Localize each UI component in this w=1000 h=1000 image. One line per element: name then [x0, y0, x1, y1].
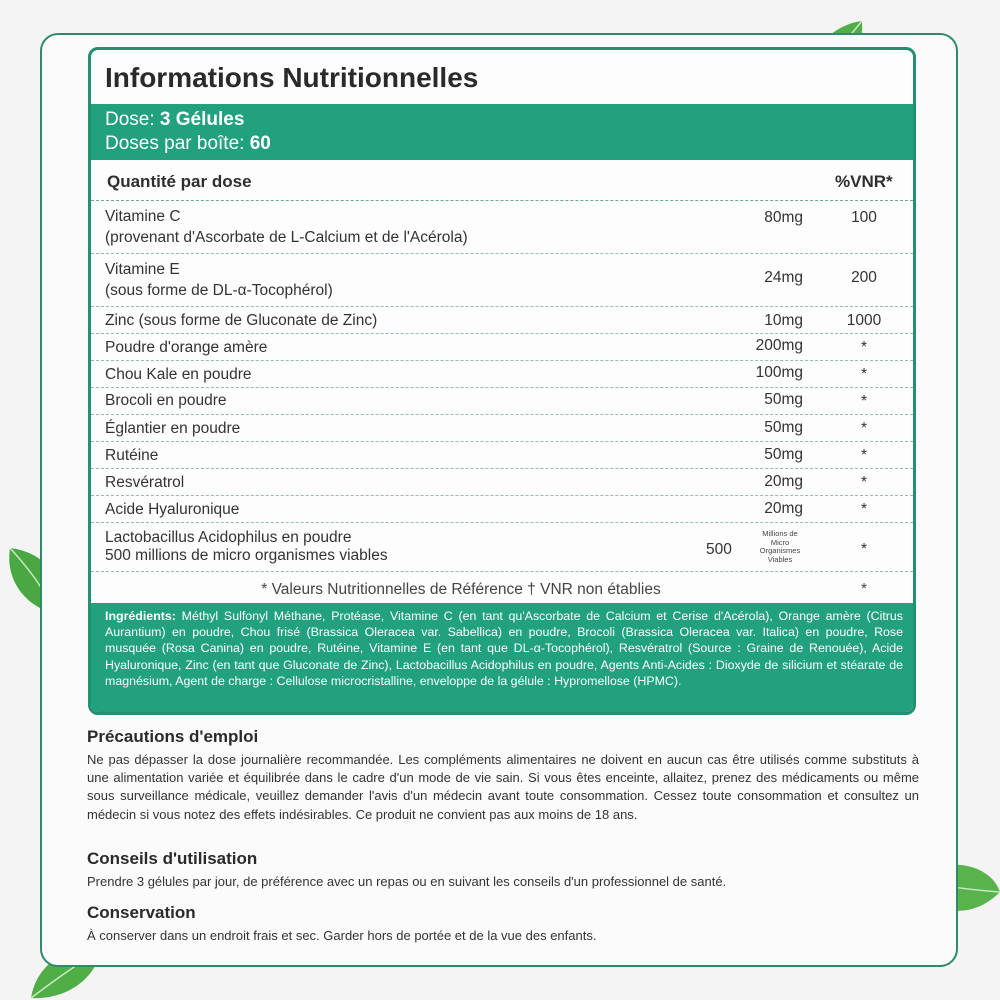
nutrient-source: 500 millions de micro organismes viables — [105, 547, 388, 564]
nutrient-vnr: * — [860, 541, 868, 558]
ingredients-box — [91, 603, 913, 712]
nutrient-amount: 10mg — [764, 312, 803, 329]
usage-text: Prendre 3 gélules par jour, de préférence avec un repas ou en suivant les conseils d'un professionnel de santé. — [87, 874, 727, 889]
unit-line: Millions de — [762, 529, 798, 538]
nutrient-amount: 50mg — [764, 419, 803, 436]
nutrient-vnr: 200 — [851, 269, 877, 286]
footnote-mark: * — [860, 581, 868, 598]
nutrient-source: (provenant d'Ascorbate de L-Calcium et de l'Acérola) — [105, 229, 468, 246]
nutrient-vnr: * — [860, 393, 868, 410]
storage-text: À conserver dans un endroit frais et sec. Garder hors de portée et de la vue des enfants. — [87, 928, 597, 943]
precautions-section — [87, 727, 919, 824]
nutrient-name: Resvératrol — [105, 474, 185, 491]
nutrient-name: Zinc (sous forme de Gluconate de Zinc) — [105, 312, 378, 329]
table-row — [91, 415, 913, 442]
nutrient-amount: 24mg — [764, 269, 803, 286]
table-row — [91, 469, 913, 496]
column-header-quantity: Quantité par dose — [107, 172, 252, 191]
dose-band — [91, 104, 913, 160]
ingredients-label: Ingrédients: — [105, 609, 176, 623]
table-row — [91, 388, 913, 415]
nutrient-name: Chou Kale en poudre — [105, 366, 252, 383]
doses-per-box-line — [105, 132, 913, 156]
usage-section — [87, 849, 919, 891]
nutrient-vnr: * — [860, 474, 868, 491]
nutrient-vnr: * — [860, 339, 868, 356]
nutrient-vnr: 100 — [851, 209, 877, 226]
table-row — [91, 334, 913, 361]
doses-per-box-label: Doses par boîte: — [105, 133, 245, 154]
nutrient-name: Vitamine C — [105, 208, 181, 225]
precautions-text: Ne pas dépasser la dose journalière recommandée. Les compléments alimentaires ne doivent en aucun cas être utilisés comme substituts à une alimentation variée et équilibrée dans le cadre d'un mode de vie sain. Si vous êtes enceinte, allaitez, prenez des médicaments ou même sous surveillance médicale, veuillez demander l'avis d'un médecin avant toute consommation. Cessez toute consommation et consultez un médecin si vous notez des effets indésirables. Ce produit ne convient pas aux moins de 18 ans. — [87, 752, 919, 822]
table-row — [91, 254, 913, 307]
table-header — [91, 160, 913, 201]
doses-per-box-value: 60 — [249, 133, 271, 154]
nutrient-amount: 50mg — [764, 446, 803, 463]
unit-line: Organismes — [759, 546, 801, 555]
nutrient-vnr: * — [860, 420, 868, 437]
nutrient-amount: 100mg — [755, 364, 803, 381]
precautions-title: Précautions d'emploi — [87, 727, 259, 746]
column-header-vnr: %VNR* — [835, 172, 893, 191]
nutrient-vnr: * — [860, 501, 868, 518]
nutrient-name: Lactobacillus Acidophilus en poudre — [105, 529, 352, 546]
footnote: * Valeurs Nutritionnelles de Référence † VNR non établies — [261, 581, 661, 598]
nutrient-amount: 500 — [706, 541, 732, 558]
nutrition-panel — [88, 47, 916, 715]
nutrient-name: Églantier en poudre — [105, 420, 241, 437]
nutrient-amount: 80mg — [764, 209, 803, 226]
unit-line: Viables — [767, 554, 793, 564]
nutrient-name: Rutéine — [105, 447, 159, 464]
nutrient-amount: 20mg — [764, 473, 803, 490]
nutrient-source: (sous forme de DL-α-Tocophérol) — [105, 282, 333, 299]
nutrient-vnr: 1000 — [846, 312, 882, 329]
table-row — [91, 442, 913, 469]
storage-section — [87, 903, 919, 945]
usage-title: Conseils d'utilisation — [87, 849, 258, 868]
nutrient-unit — [746, 530, 814, 564]
nutrient-name: Acide Hyaluronique — [105, 501, 240, 518]
ingredients-text: Méthyl Sulfonyl Méthane, Protéase, Vitamine C (en tant qu'Ascorbate de Calcium et Cerise d'Acérola), Orange amère (Citrus Aurantium) en poudre, Chou frisé (Brassica Oleracea var. Sabellica) en poudre, Brocoli (Brassica Oleracea var. Italica) en poudre, Rose musquée (Rosa Canina) en poudre, Rutéine, Vitamine E (en tant que DL-α-Tocophérol), Resvératrol (Source : Graine de Renouée), Acide Hyaluronique, Zinc (en tant que Gluconate de Zinc), Lactobacillus Acidophilus en poudre, Agents Anti-Acides : Dioxyde de silicium et stéarate de magnésium, Agent de charge : Cellulose microcristalline, enveloppe de la gélule : Hypromellose (HPMC). — [105, 609, 903, 688]
nutrient-amount: 20mg — [764, 500, 803, 517]
nutrient-amount: 200mg — [755, 337, 803, 354]
dose-value: 3 Gélules — [159, 109, 245, 130]
dose-label: Dose: — [105, 109, 155, 130]
nutrient-name: Poudre d'orange amère — [105, 339, 268, 356]
nutrient-vnr: * — [860, 366, 868, 383]
nutrient-vnr: * — [860, 447, 868, 464]
table-row — [91, 307, 913, 334]
table-row — [91, 523, 913, 572]
table-row — [91, 361, 913, 388]
table-row — [91, 201, 913, 254]
nutrient-name: Brocoli en poudre — [105, 392, 227, 409]
nutrition-title: Informations Nutritionnelles — [105, 62, 479, 93]
nutrient-amount: 50mg — [764, 391, 803, 408]
unit-line: Micro — [770, 537, 790, 547]
table-row — [91, 496, 913, 523]
storage-title: Conservation — [87, 903, 196, 922]
dose-line — [105, 108, 913, 132]
nutrient-name: Vitamine E — [105, 261, 180, 278]
